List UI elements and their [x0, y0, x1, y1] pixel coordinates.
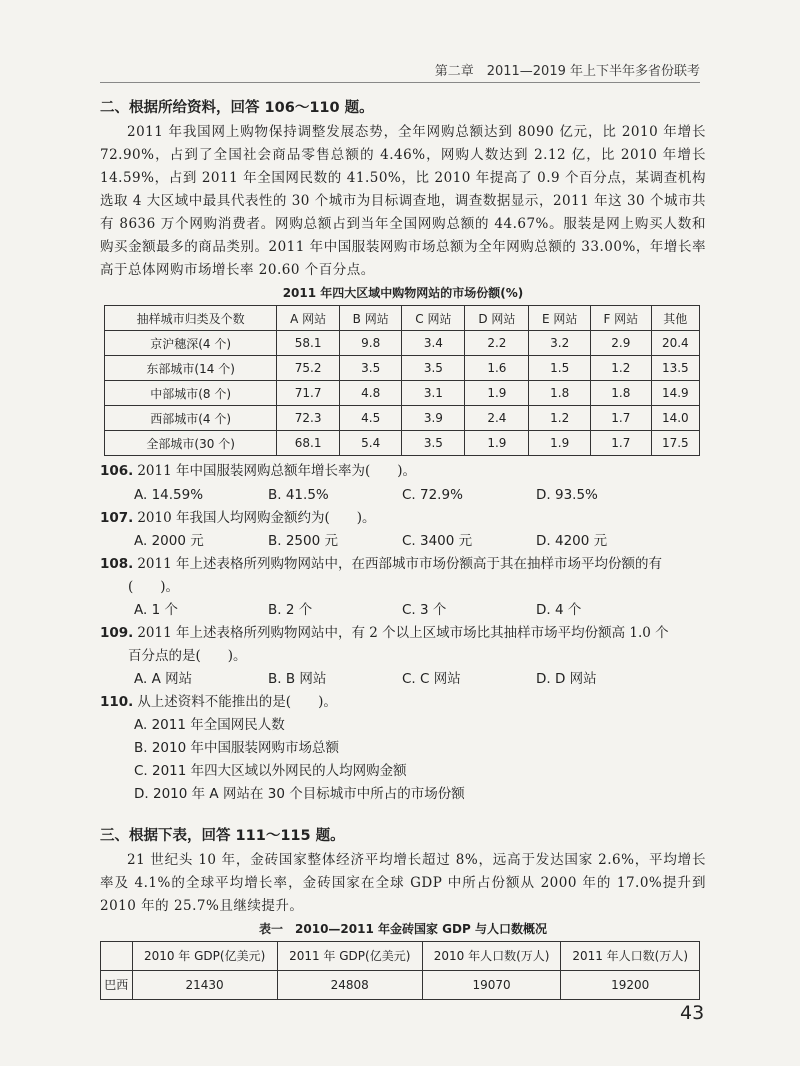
question-text: 从上述资料不能推出的是( )。 [137, 694, 337, 710]
question-text-continued: ( )。 [128, 578, 180, 595]
market-share-table [104, 305, 700, 456]
question-text-continued: 百分点的是( )。 [128, 647, 247, 664]
option-a: A. A 网站 [134, 671, 193, 687]
table-cell: 2.2 [465, 331, 529, 356]
option-row [100, 598, 706, 622]
table-cell: 1.2 [591, 356, 652, 381]
table-cell: 14.0 [651, 406, 699, 431]
question-text: 2010 年我国人均网购金额约为( )。 [137, 509, 376, 526]
table-cell: 2.4 [465, 406, 529, 431]
option-b: B. 2010 年中国服装网购市场总额 [134, 739, 339, 756]
table-cell: 1.9 [529, 431, 591, 456]
option-c: C. 3400 元 [402, 533, 473, 549]
table-cell: 75.2 [277, 356, 340, 381]
option-d: D. 93.5% [536, 486, 598, 503]
section-2-paragraph: 2011 年我国网上购物保持调整发展态势，全年网购总额达到 8090 亿元，比 2010 年增长 72.90%，占到了全国社会商品零售总额的 4.46%，网购人数达到 2.12 亿，比 2010 年增长 14.59%，占到 2011 年全国网民数的 41.50%，比 2010 年提高了 0.9 个百分点，某调查机构选取 4 大区域中最具代表性的 30 个城市为目标调查地，调查数据显示，2011 年这 30 个城市共有 8636 万个网购消费者。网购总额占到当年全国网购总额的 44.67%。服装是网上购买人数和购买金额最多的商品类别。2011 年中国服装网购市场总额为全年网购总额的 33.00%，年增长率高于总体网购市场增长率 20.60 个百分点。 [100, 124, 706, 278]
table-cell: 58.1 [277, 331, 340, 356]
table-cell: 9.8 [339, 331, 402, 356]
table-cell: 3.5 [402, 356, 465, 381]
column-header: 2010 年人口数(万人) [422, 941, 561, 970]
section-3-paragraph: 21 世纪头 10 年，金砖国家整体经济平均增长超过 8%，远高于发达国家 2.6%，平均增长率及 4.1%的全球平均增长率，金砖国家在全球 GDP 中所占份额从 2000 年的 17.0%提升到 2010 年的 25.7%且继续提升。 [100, 851, 706, 914]
table-cell: 19070 [422, 970, 561, 999]
page-content [100, 96, 706, 1000]
option-row [100, 529, 706, 553]
option-d: D. 4200 元 [536, 533, 608, 549]
table-cell: 1.6 [465, 356, 529, 381]
table-row [105, 331, 700, 356]
table-cell: 71.7 [277, 381, 340, 406]
question-number: 106. [100, 463, 134, 479]
option-b: B. 2 个 [268, 602, 313, 618]
table-cell: 2.9 [591, 331, 652, 356]
gdp-table [100, 941, 700, 1000]
table-row [105, 406, 700, 431]
column-header: 2011 年 GDP(亿美元) [277, 941, 422, 970]
column-header: F 网站 [591, 306, 652, 331]
table-cell: 72.3 [277, 406, 340, 431]
question-109 [100, 622, 706, 691]
question-number: 108. [100, 556, 134, 572]
table-row [101, 970, 700, 999]
question-list [100, 460, 706, 691]
column-header: A 网站 [277, 306, 340, 331]
question-number: 107. [100, 509, 134, 526]
column-header: 2010 年 GDP(亿美元) [132, 941, 277, 970]
table-cell: 全部城市(30 个) [105, 431, 277, 456]
table-cell: 1.7 [591, 431, 652, 456]
option-b: B. 41.5% [268, 486, 329, 503]
section-2-title: 二、根据所给资料，回答 106～110 题。 [100, 100, 374, 116]
table-cell: 24808 [277, 970, 422, 999]
option-c: C. 72.9% [402, 486, 463, 503]
table-cell: 3.4 [402, 331, 465, 356]
option-a: A. 14.59% [134, 486, 204, 503]
table-cell: 17.5 [651, 431, 699, 456]
option-d: D. 2010 年 A 网站在 30 个目标城市中所占的市场份额 [134, 785, 465, 802]
question-108 [100, 553, 706, 622]
table-cell: 1.9 [465, 431, 529, 456]
column-header [101, 941, 133, 970]
table-cell: 京沪穗深(4 个) [105, 331, 277, 356]
table-cell: 巴西 [101, 970, 133, 999]
option-row [100, 667, 706, 691]
question-text: 2011 年上述表格所列购物网站中，在西部城市市场份额高于其在抽样市场平均份额的有 [137, 556, 662, 572]
column-header: 2011 年人口数(万人) [561, 941, 700, 970]
column-header: 抽样城市归类及个数 [105, 306, 277, 331]
market-share-table-title: 2011 年四大区域中购物网站的市场份额(%) [282, 286, 524, 300]
section-3-title: 三、根据下表，回答 111～115 题。 [100, 827, 345, 844]
question-106 [100, 460, 706, 507]
table-row [105, 381, 700, 406]
table-row [105, 431, 700, 456]
table-cell: 1.8 [591, 381, 652, 406]
table-cell: 3.9 [402, 406, 465, 431]
option-a: A. 1 个 [134, 602, 178, 618]
gdp-table-title: 表一 2010—2011 年金砖国家 GDP 与人口数概况 [259, 921, 547, 936]
table-cell: 68.1 [277, 431, 340, 456]
table-cell: 3.1 [402, 381, 465, 406]
question-text: 2011 年上述表格所列购物网站中，有 2 个以上区域市场比其抽样市场平均份额高 1.0 个 [137, 625, 669, 641]
column-header: E 网站 [529, 306, 591, 331]
header-rule [100, 82, 700, 83]
table-cell: 3.5 [339, 356, 402, 381]
question-number: 110. [100, 694, 134, 710]
running-header: 第二章 2011—2019 年上下半年多省份联考 [434, 64, 700, 79]
question-number: 109. [100, 625, 134, 641]
table-cell: 3.5 [402, 431, 465, 456]
option-c: C. 2011 年四大区域以外网民的人均网购金额 [134, 762, 407, 779]
option-c: C. 3 个 [402, 602, 447, 618]
option-d: D. 4 个 [536, 602, 582, 618]
column-header: C 网站 [402, 306, 465, 331]
option-d: D. D 网站 [536, 671, 597, 687]
table-cell: 21430 [132, 970, 277, 999]
table-cell: 14.9 [651, 381, 699, 406]
question-text: 2011 年中国服装网购总额年增长率为( )。 [137, 463, 416, 479]
table-header-row [105, 306, 700, 331]
page-number: 43 [680, 1002, 705, 1024]
table-cell: 1.8 [529, 381, 591, 406]
table-cell: 20.4 [651, 331, 699, 356]
column-header: B 网站 [339, 306, 402, 331]
column-header: 其他 [651, 306, 699, 331]
table-cell: 13.5 [651, 356, 699, 381]
table-cell: 4.8 [339, 381, 402, 406]
question-107 [100, 507, 706, 554]
table-cell: 5.4 [339, 431, 402, 456]
table-cell: 1.5 [529, 356, 591, 381]
table-cell: 1.7 [591, 406, 652, 431]
table-cell: 1.9 [465, 381, 529, 406]
table-cell: 4.5 [339, 406, 402, 431]
option-c: C. C 网站 [402, 671, 461, 687]
table-row [105, 356, 700, 381]
option-b: B. B 网站 [268, 671, 327, 687]
option-a: A. 2000 元 [134, 533, 204, 549]
column-header: D 网站 [465, 306, 529, 331]
table-cell: 1.2 [529, 406, 591, 431]
table-cell: 东部城市(14 个) [105, 356, 277, 381]
option-row [100, 483, 706, 507]
option-a: A. 2011 年全国网民人数 [134, 716, 285, 733]
table-cell: 3.2 [529, 331, 591, 356]
table-cell: 19200 [561, 970, 700, 999]
table-cell: 西部城市(4 个) [105, 406, 277, 431]
table-header-row [101, 941, 700, 970]
option-b: B. 2500 元 [268, 533, 338, 549]
question-110 [100, 691, 706, 806]
table-cell: 中部城市(8 个) [105, 381, 277, 406]
